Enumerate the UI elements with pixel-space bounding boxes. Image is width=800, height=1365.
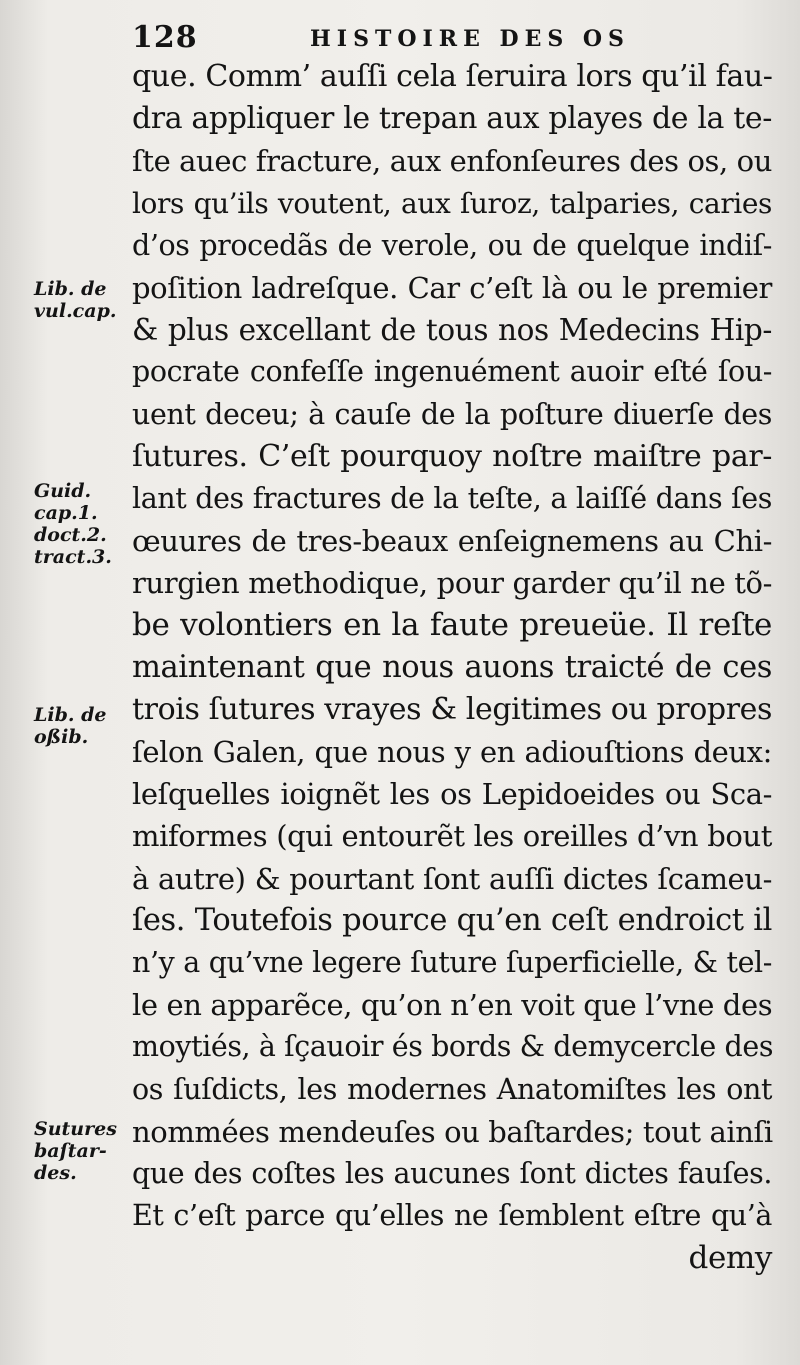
body-line: os ſuſdicts, les modernes Anatomiſtes les ont — [132, 1072, 772, 1106]
body-line: dra appliquer le trepan aux playes de la te- — [132, 101, 772, 137]
page-header — [130, 14, 650, 58]
body-line: Et c’eſt parce qu’elles ne ſemblent eſtre qu’à — [132, 1199, 772, 1233]
body-line: œuures de tres-beaux enſeignemens au Chi- — [132, 524, 772, 559]
body-line: nommées mendeuſes ou baſtardes; tout ainſi — [132, 1114, 773, 1149]
body-line: le en apparẽce, qu’on n’en voit que l’vne des — [132, 988, 773, 1023]
margin-note — [34, 278, 126, 322]
body-line: uent deceu; à cauſe de la poſture diuerſe des — [132, 397, 772, 431]
body-line: poſition ladreſque. Car c’eſt là ou le premier — [132, 270, 772, 305]
margin-note-line: oßib. — [34, 726, 89, 748]
running-title: HISTOIRE DES OS — [310, 26, 630, 52]
catchword: demy — [688, 1240, 772, 1277]
margin-note — [34, 480, 126, 568]
body-line: ſelon Galen, que nous y en adiouſtions deux: — [132, 735, 772, 769]
body-line: lant des fractures de la teſte, a laiſſé dans ſes — [132, 481, 772, 515]
body-line: & plus excellant de tous nos Medecins Hip- — [132, 313, 772, 348]
margin-note — [34, 1118, 126, 1184]
body-line: trois ſutures vrayes & legitimes ou propres — [132, 691, 772, 727]
margin-note-line: vul.cap. — [34, 300, 117, 322]
body-line: miformes (qui entourẽt les oreilles d’vn bout — [132, 819, 772, 854]
body-line: be volontiers en la faute preueüe. Il reſte — [132, 607, 772, 644]
body-line: ſte auec fracture, aux enfonſeures des os, ou — [132, 144, 772, 179]
body-line: rurgien methodique, pour garder qu’il ne tõ- — [132, 566, 772, 601]
body-line: que des coſtes les aucunes ſont dictes fauſes. — [132, 1156, 772, 1190]
body-line: leſquelles ioignẽt les os Lepidoeides ou Sca- — [132, 777, 772, 812]
body-line: n’y a qu’vne legere ſuture ſuperficielle, & tel- — [132, 945, 772, 979]
body-text — [132, 56, 772, 1279]
body-line: maintenant que nous auons traicté de ces — [132, 649, 772, 685]
page-number: 128 — [132, 20, 198, 55]
margin-note — [34, 704, 126, 748]
margin-note-line: Sutures — [34, 1118, 117, 1140]
margin-note-line: doct.2. — [34, 524, 107, 546]
body-line: lors qu’ils voutent, aux ſuroz, talparies, caries — [132, 186, 772, 220]
body-line: d’os procedãs de verole, ou de quelque indiſ- — [132, 228, 772, 262]
body-line: que. Comm’ auſſi cela ſeruira lors qu’il fau- — [132, 59, 773, 94]
margin-note-line: baſtar- — [34, 1140, 107, 1162]
body-line: pocrate confeſſe ingenuément auoir eſté ſou- — [132, 355, 772, 389]
margin-note-line: Lib. de — [34, 704, 107, 726]
body-line: ſutures. C’eſt pourquoy noſtre maiſtre par- — [132, 438, 772, 474]
margin-note-line: des. — [34, 1162, 77, 1184]
margin-note-line: Lib. de — [34, 278, 107, 300]
margin-note-line: Guid. — [34, 480, 92, 502]
body-line: à autre) & pourtant ſont auſſi dictes ſcameu- — [132, 861, 772, 896]
body-line: ſes. Toutefois pource qu’en ceſt endroict il — [132, 902, 772, 938]
margin-note-line: cap.1. — [34, 502, 98, 524]
margin-note-line: tract.3. — [34, 546, 112, 568]
body-line: moytiés, à ſçauoir és bords & demycercle des — [132, 1030, 774, 1064]
